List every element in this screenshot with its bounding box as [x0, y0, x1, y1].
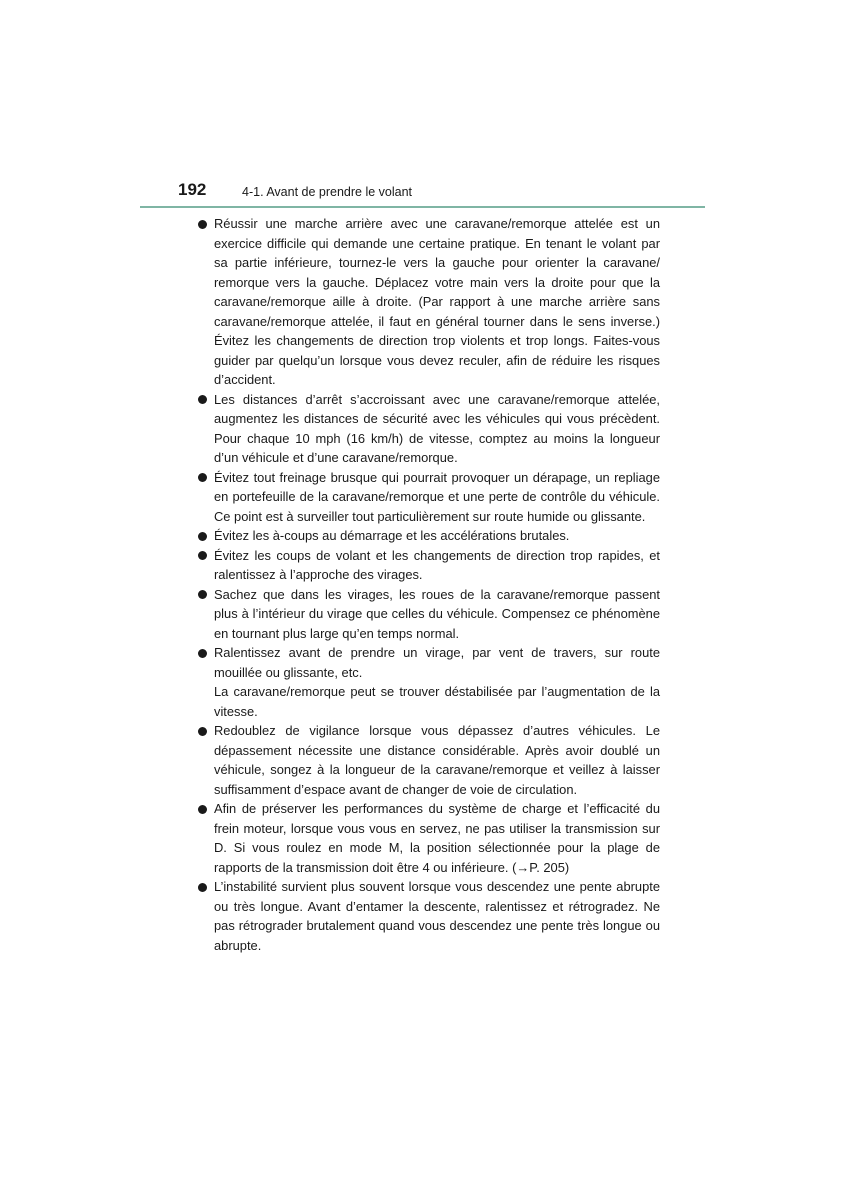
list-item-note: La caravane/remorque peut se trouver déstabilisée par l’augmentation de la vitesse.: [214, 684, 660, 719]
bullet-list: [198, 214, 660, 955]
list-item-text: Ralentissez avant de prendre un virage, par vent de travers, sur route mouillée ou glissante, etc.: [214, 645, 660, 680]
bullet-dot-icon: [198, 805, 207, 814]
list-item-text: Évitez tout freinage brusque qui pourrait provoquer un dérapage, un repliage en portefeuille de la caravane/remorque et une perte de contrôle du véhicule. Ce point est à surveiller tout particulièrement sur route humide ou glissante.: [214, 469, 660, 524]
list-item: [198, 585, 660, 644]
bullet-dot-icon: [198, 727, 207, 736]
section-title: 4-1. Avant de prendre le volant: [242, 185, 413, 199]
bullet-dot-icon: [198, 395, 207, 404]
list-item: [198, 390, 660, 468]
bullet-dot-icon: [198, 473, 207, 482]
list-item: [198, 721, 660, 799]
bullet-dot-icon: [198, 883, 207, 892]
list-item-text: Sachez que dans les virages, les roues de la caravane/remorque passent plus à l’intérieur du virage que celles du véhicule. Compensez ce phénomène en tournant plus large qu’en temps normal.: [214, 586, 660, 641]
list-item-text: L’instabilité survient plus souvent lorsque vous descendez une pente abrupte ou très longue. Avant d’entamer la descente, ralentissez et rétrogradez. Ne pas rétrograder brutalement quand vous descendez une pente très longue ou abrupte.: [214, 879, 660, 953]
list-item: [198, 214, 660, 390]
list-item-text: Évitez les coups de volant et les changements de direction trop rapides, et ralentissez à l’approche des virages.: [214, 547, 660, 582]
list-item: [198, 877, 660, 955]
list-item: [198, 643, 660, 721]
bullet-dot-icon: [198, 532, 207, 541]
list-item-text: Redoublez de vigilance lorsque vous dépassez d’autres véhicules. Le dépassement nécessite une distance considérable. Après avoir doublé un véhicule, songez à la longueur de la caravane/remorque et veillez à laisser suffisamment d’espace avant de changer de voie de circulation.: [214, 723, 660, 797]
bullet-dot-icon: [198, 220, 207, 229]
list-item: [198, 546, 660, 585]
list-item: [198, 799, 660, 877]
list-item-text: Afin de préserver les performances du système de charge et l’efficacité du frein moteur, lorsque vous vous en servez, ne pas utiliser la transmission sur D. Si vous roulez en mode M, la position sélectionnée pour la plage de rapports de la transmission doit être 4 ou inférieure. (→P. 205): [214, 801, 660, 875]
bullet-dot-icon: [198, 590, 207, 599]
header-divider: [140, 206, 705, 208]
list-item-text: Évitez les à-coups au démarrage et les accélérations brutales.: [214, 528, 570, 543]
bullet-dot-icon: [198, 649, 207, 658]
bullet-dot-icon: [198, 551, 207, 560]
page-number: 192: [178, 180, 207, 199]
list-item: [198, 468, 660, 527]
list-item: [198, 526, 660, 546]
list-item-text: Les distances d’arrêt s’accroissant avec une caravane/remorque attelée, augmentez les distances de sécurité avec les véhicules qui vous précèdent. Pour chaque 10 mph (16 km/h) de vitesse, comptez au moins la longueur d’un véhicule et d’une caravane/remorque.: [214, 391, 660, 465]
list-item-text: Réussir une marche arrière avec une caravane/remorque attelée est un exercice difficile qui demande une certaine pratique. En tenant le volant par sa partie inférieure, tournez-le vers la gauche pour orienter la caravane/ remorque vers la gauche. Déplacez votre main vers la droite pour que la caravane/remorque aille à droite. (Par rapport à une marche arrière sans caravane/remorque attelée, il faut en général tourner dans le sens inverse.) Évitez les changements de direction trop violents et trop longs. Faites-vous guider par quelqu’un lorsque vous devez reculer, afin de réduire les risques d’accident.: [214, 216, 660, 387]
